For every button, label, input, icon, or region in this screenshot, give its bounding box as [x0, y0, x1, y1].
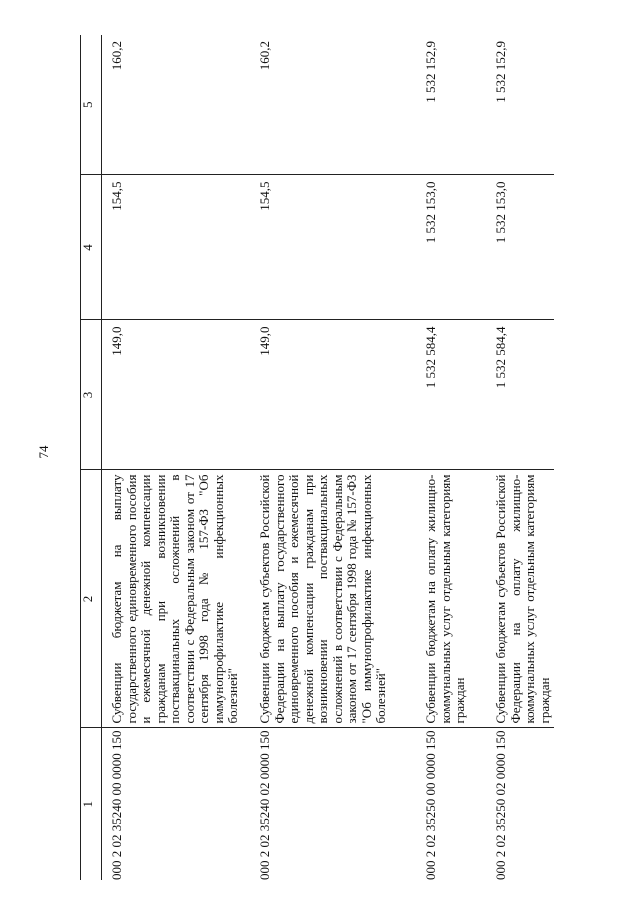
- item-description: Субвенции бюджетам на выплату государственного единовременного пособия и ежемесячной денежной компенсации гражданам при возникновении поствакцинальных осложнений в соответствии с Федеральным законом от 17 сентября 1998 года № 157-ФЗ "Об иммунопрофилактике инфекционных болезней": [102, 470, 251, 728]
- column-header-1: 1: [81, 728, 102, 880]
- budget-code: 000 2 02 35250 00 0000 150: [423, 730, 438, 880]
- table-row: [416, 35, 486, 880]
- value-col-4: 154,5: [102, 175, 251, 320]
- value-col-5: 1 532 152,9: [416, 35, 486, 175]
- item-description: Субвенции бюджетам субъектов Российской Федерации на выплату государственного единовременного пособия и ежемесячной денежной компенсации гражданам при возникновении поствакцинальных осложнений в соответствии с Федеральным законом от 17 сентября 1998 года № 157-ФЗ "Об иммунопрофилактике инфекционных болезней": [250, 470, 416, 728]
- value-col-3: 1 532 584,4: [486, 320, 554, 470]
- table-row: [486, 35, 554, 880]
- page-number: 74: [36, 445, 51, 459]
- budget-table: [80, 35, 554, 880]
- table-row: [102, 35, 251, 880]
- budget-code: 000 2 02 35240 00 0000 150: [109, 730, 124, 880]
- value-col-3: 149,0: [102, 320, 251, 470]
- rotated-sheet: [80, 35, 550, 880]
- value-col-5: 1 532 152,9: [486, 35, 554, 175]
- column-header-3: 3: [81, 320, 102, 470]
- value-col-5: 160,2: [102, 35, 251, 175]
- item-description: Субвенции бюджетам субъектов Российской Федерации на оплату жилищно-коммунальных услуг отдельным категориям граждан: [486, 470, 554, 728]
- value-col-3: 1 532 584,4: [416, 320, 486, 470]
- column-header-5: 5: [81, 35, 102, 175]
- value-col-4: 154,5: [250, 175, 416, 320]
- value-col-4: 1 532 153,0: [416, 175, 486, 320]
- budget-code: 000 2 02 35240 02 0000 150: [257, 730, 272, 880]
- table-row: [250, 35, 416, 880]
- column-header-4: 4: [81, 175, 102, 320]
- column-header-2: 2: [81, 470, 102, 728]
- value-col-3: 149,0: [250, 320, 416, 470]
- budget-code: 000 2 02 35250 02 0000 150: [493, 730, 508, 880]
- item-description: Субвенции бюджетам на оплату жилищно-коммунальных услуг отдельным категориям граждан: [416, 470, 486, 728]
- value-col-5: 160,2: [250, 35, 416, 175]
- value-col-4: 1 532 153,0: [486, 175, 554, 320]
- header-row: [81, 35, 102, 880]
